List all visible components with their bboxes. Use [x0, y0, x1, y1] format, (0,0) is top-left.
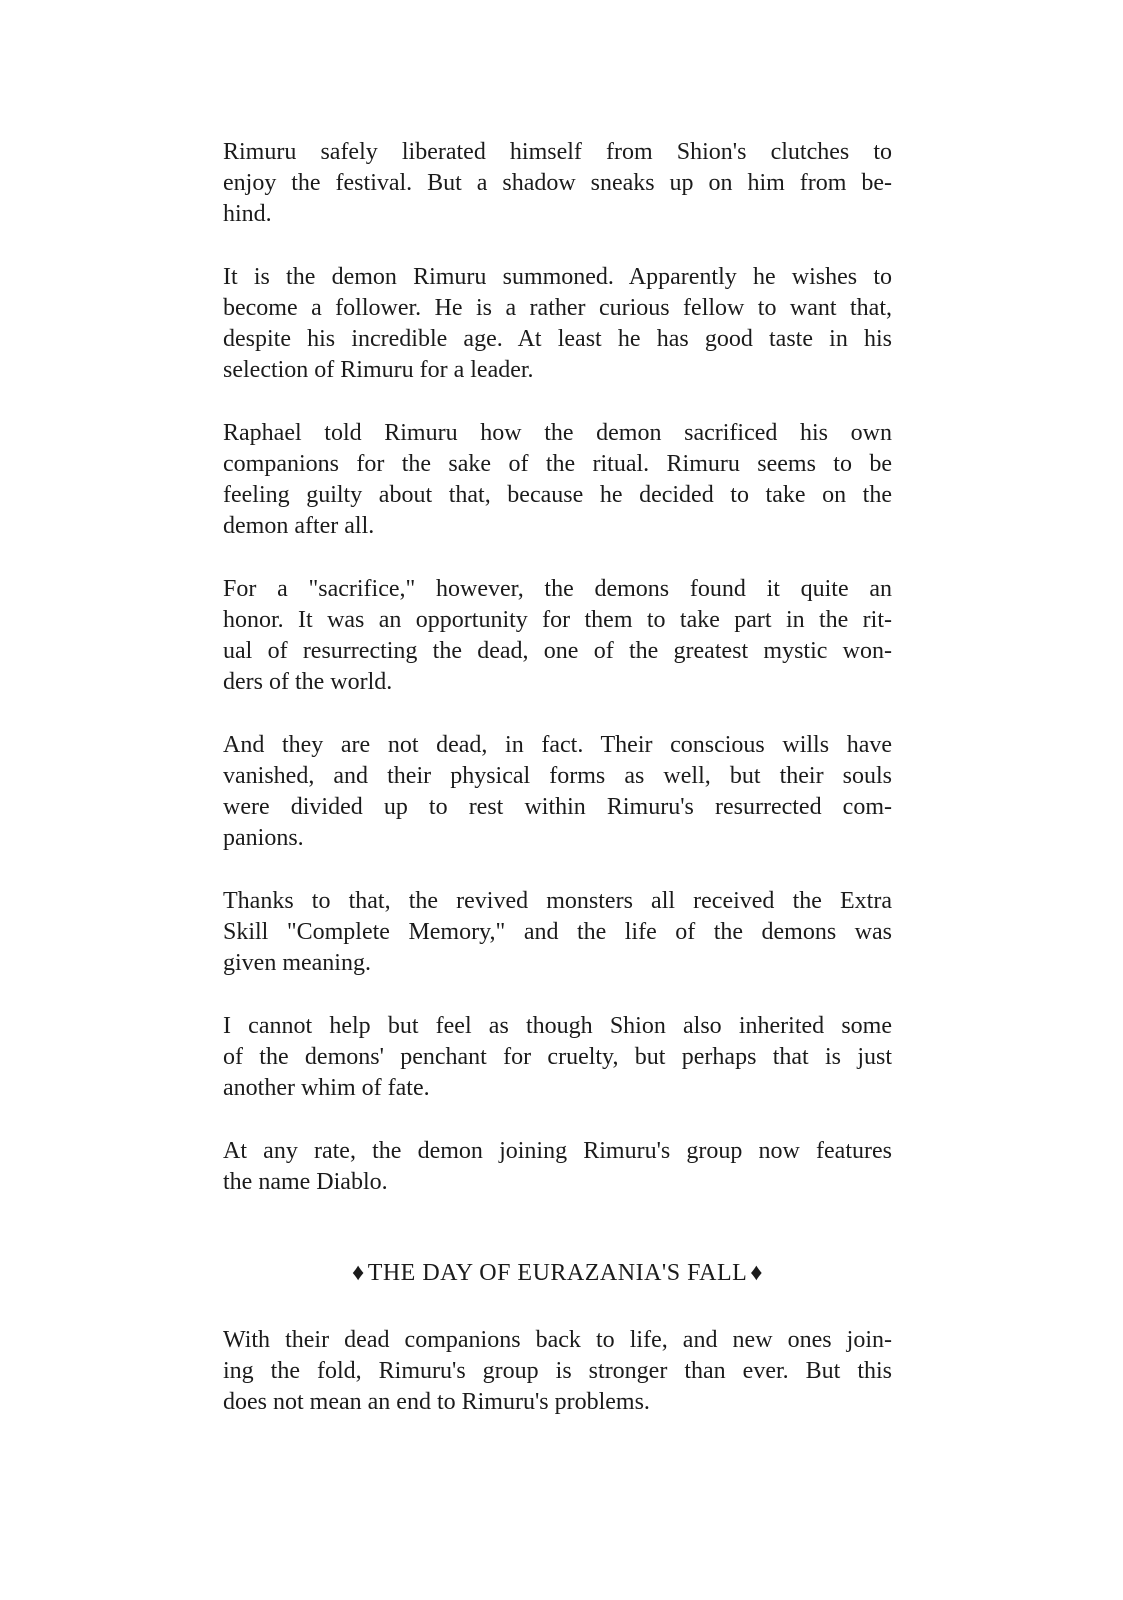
text-line: were divided up to rest within Rimuru's resurrected com- — [223, 794, 892, 820]
diamond-icon: ♦ — [750, 1260, 764, 1286]
text-line: demon after all. — [223, 513, 375, 539]
text-line: panions. — [223, 825, 304, 851]
text-line: companions for the sake of the ritual. Rimuru seems to be — [223, 451, 892, 477]
text-line: another whim of fate. — [223, 1075, 430, 1101]
text-line: become a follower. He is a rather curious fellow to want that, — [223, 295, 892, 321]
text-line: With their dead companions back to life, and new ones join- — [223, 1327, 892, 1353]
text-line: Raphael told Rimuru how the demon sacrificed his own — [223, 420, 892, 446]
text-line: For a "sacrifice," however, the demons found it quite an — [223, 576, 892, 602]
text-line: Rimuru safely liberated himself from Shion's clutches to — [223, 139, 892, 165]
section-heading-text: THE DAY OF EURAZANIA'S FALL — [367, 1260, 748, 1286]
body-paragraph — [223, 262, 892, 386]
text-line: does not mean an end to Rimuru's problems. — [223, 1389, 650, 1415]
text-line: enjoy the festival. But a shadow sneaks up on him from be- — [223, 170, 892, 196]
body-paragraph — [223, 1011, 892, 1104]
text-line: Skill "Complete Memory," and the life of the demons was — [223, 919, 892, 945]
body-paragraph — [223, 1136, 892, 1198]
text-line: given meaning. — [223, 950, 371, 976]
text-line: ing the fold, Rimuru's group is stronger than ever. But this — [223, 1358, 892, 1384]
body-paragraph — [223, 418, 892, 542]
section-heading — [223, 1258, 892, 1289]
body-paragraph — [223, 137, 892, 230]
text-line: I cannot help but feel as though Shion also inherited some — [223, 1013, 892, 1039]
text-line: the name Diablo. — [223, 1169, 388, 1195]
text-line: At any rate, the demon joining Rimuru's group now features — [223, 1138, 892, 1164]
text-line: ders of the world. — [223, 669, 393, 695]
text-line: selection of Rimuru for a leader. — [223, 357, 534, 383]
text-line: despite his incredible age. At least he has good taste in his — [223, 326, 892, 352]
text-line: It is the demon Rimuru summoned. Apparently he wishes to — [223, 264, 892, 290]
text-line: feeling guilty about that, because he decided to take on the — [223, 482, 892, 508]
diamond-icon: ♦ — [351, 1260, 365, 1286]
text-line: ual of resurrecting the dead, one of the greatest mystic won- — [223, 638, 892, 664]
text-line: vanished, and their physical forms as well, but their souls — [223, 763, 892, 789]
text-line: Thanks to that, the revived monsters all received the Extra — [223, 888, 892, 914]
text-line: of the demons' penchant for cruelty, but perhaps that is just — [223, 1044, 892, 1070]
body-paragraph — [223, 574, 892, 698]
text-line: hind. — [223, 201, 272, 227]
body-paragraph — [223, 886, 892, 979]
text-line: And they are not dead, in fact. Their conscious wills have — [223, 732, 892, 758]
body-paragraph — [223, 730, 892, 854]
body-paragraph — [223, 1325, 892, 1418]
text-line: honor. It was an opportunity for them to take part in the rit- — [223, 607, 892, 633]
